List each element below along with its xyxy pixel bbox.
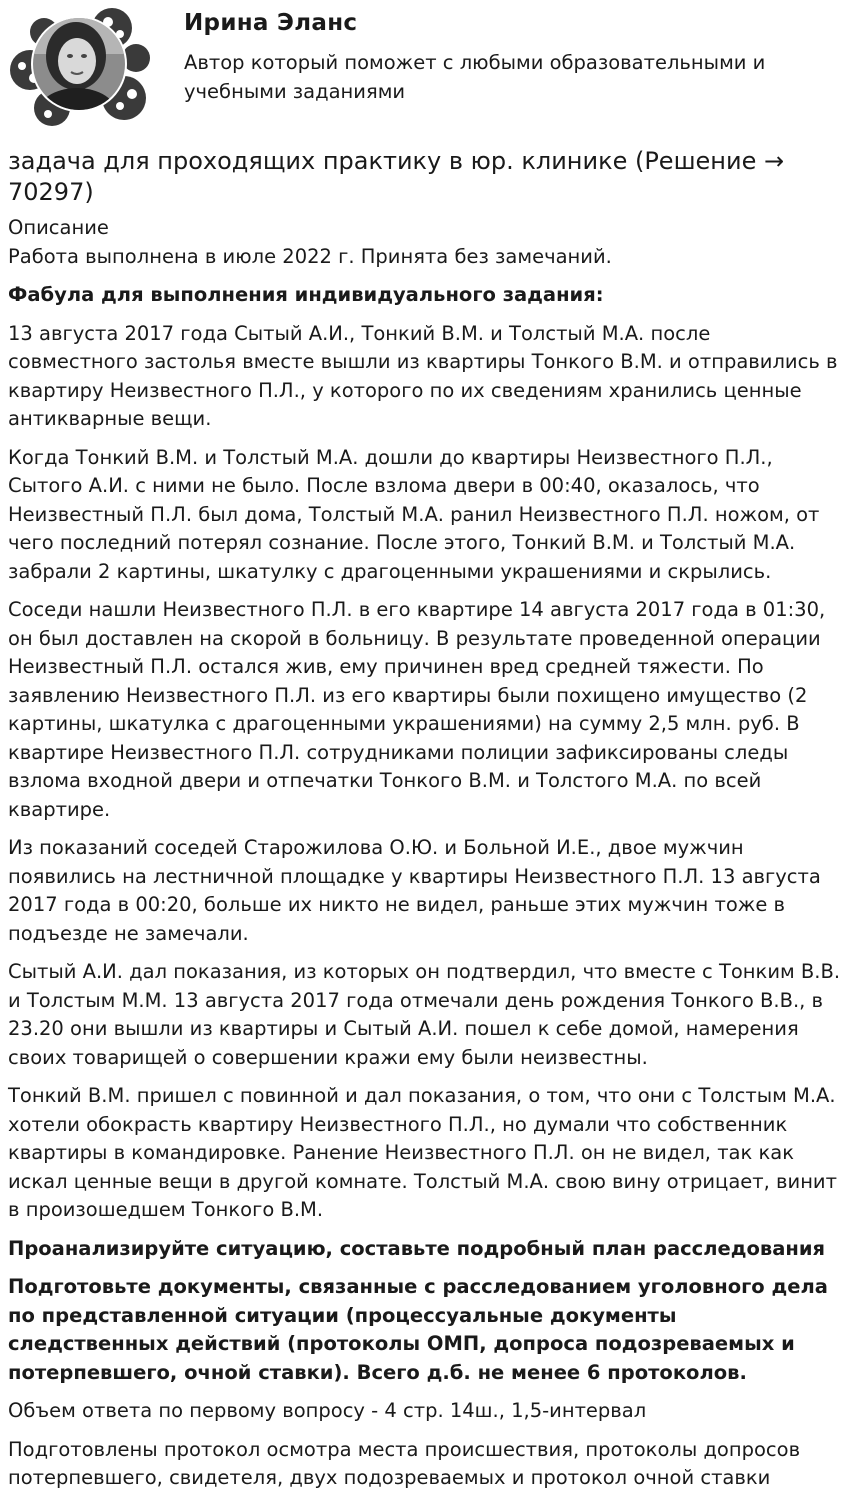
work-content bbox=[8, 146, 842, 1503]
bold-paragraph: Проанализируйте ситуацию, составьте подробный план расследования bbox=[8, 1236, 826, 1260]
bold-paragraph: Подготовьте документы, связанные с расследованием уголовного дела по представленной ситуации (процессуальные документы следственных действий (протоколы ОМП, допроса подозреваемых и потерпевшего, очной ставки). Всего д.б. не менее 6 протоколов. bbox=[8, 1275, 828, 1384]
paragraph: Подготовлены протокол осмотра места происшествия, протоколы допросов потерпевшего, свидетеля, двух подозреваемых и протокол очной ставки bbox=[8, 1437, 801, 1489]
description-meta: Работа выполнена в июле 2022 г. Принята без замечаний. bbox=[8, 244, 612, 268]
paragraph: Соседи нашли Неизвестного П.Л. в его квартире 14 августа 2017 года в 01:30, он был доставлен на скорой в больницу. В результате проведенной операции Неизвестный П.Л. остался жив, ему причинен вред средней тяжести. По заявлению Неизвестного П.Л. из его квартиры были похищено имущество (2 картины, шкатулка с драгоценными украшениями) на сумму 2,5 млн. руб. В квартире Неизвестного П.Л. сотрудниками полиции зафиксированы следы взлома входной двери и отпечатки Тонкого В.М. и Толстого М.А. по всей квартире. bbox=[8, 598, 826, 821]
bold-paragraph: Фабула для выполнения индивидуального задания: bbox=[8, 283, 604, 306]
author-header bbox=[0, 0, 847, 130]
author-avatar[interactable] bbox=[8, 6, 150, 128]
author-name[interactable]: Ирина Эланс bbox=[184, 10, 358, 36]
paragraph: Объем ответа по первому вопросу - 4 стр. 14ш., 1,5-интервал bbox=[8, 1399, 647, 1422]
description-body bbox=[8, 281, 842, 1493]
paragraph: Сытый А.И. дал показания, из которых он подтвердил, что вместе с Тонким В.В. и Толстым М.М. 13 августа 2017 года отмечали день рождения Тонкого В.В., в 23.20 они вышли из квартиры и Сытый А.И. пошел к себе домой, намерения своих товарищей о совершении кражи ему были неизвестны. bbox=[8, 960, 841, 1069]
description-label: Описание bbox=[8, 216, 109, 239]
author-description: Автор который поможет с любыми образовательными и учебными заданиями bbox=[184, 51, 766, 103]
paragraph: Из показаний соседей Старожилова О.Ю. и Больной И.Е., двое мужчин появились на лестничной площадке у квартиры Неизвестного П.Л. 13 августа 2017 года в 00:20, больше их никто не видел, раньше этих мужчин тоже в подъезде не замечали. bbox=[8, 836, 821, 945]
page-title: задача для проходящих практику в юр. клинике (Решение → 70297) bbox=[8, 147, 785, 206]
avatar-image bbox=[8, 6, 150, 128]
paragraph: Тонкий В.М. пришел с повинной и дал показания, о том, что они с Толстым М.А. хотели обокрасть квартиру Неизвестного П.Л., но думали что собственник квартиры в командировке. Ранение Неизвестного П.Л. он не видел, так как искал ценные вещи в другой комнате. Толстый М.А. свою вину отрицает, винит в произошедшем Тонкого В.М. bbox=[8, 1084, 837, 1221]
paragraph: 13 августа 2017 года Сытый А.И., Тонкий В.М. и Толстый М.А. после совместного застолья вместе вышли из квартиры Тонкого В.М. и отправились в квартиру Неизвестного П.Л., у которого по их сведениям хранились ценные антикварные вещи. bbox=[8, 321, 838, 430]
paragraph: Когда Тонкий В.М. и Толстый М.А. дошли до квартиры Неизвестного П.Л., Сытого А.И. с ними не было. После взлома двери в 00:40, оказалось, что Неизвестный П.Л. был дома, Толстый М.А. ранил Неизвестного П.Л. ножом, от чего последний потерял сознание. После этого, Тонкий В.М. и Толстый М.А. забрали 2 картины, шкатулку с драгоценными украшениями и скрылись. bbox=[8, 445, 820, 583]
